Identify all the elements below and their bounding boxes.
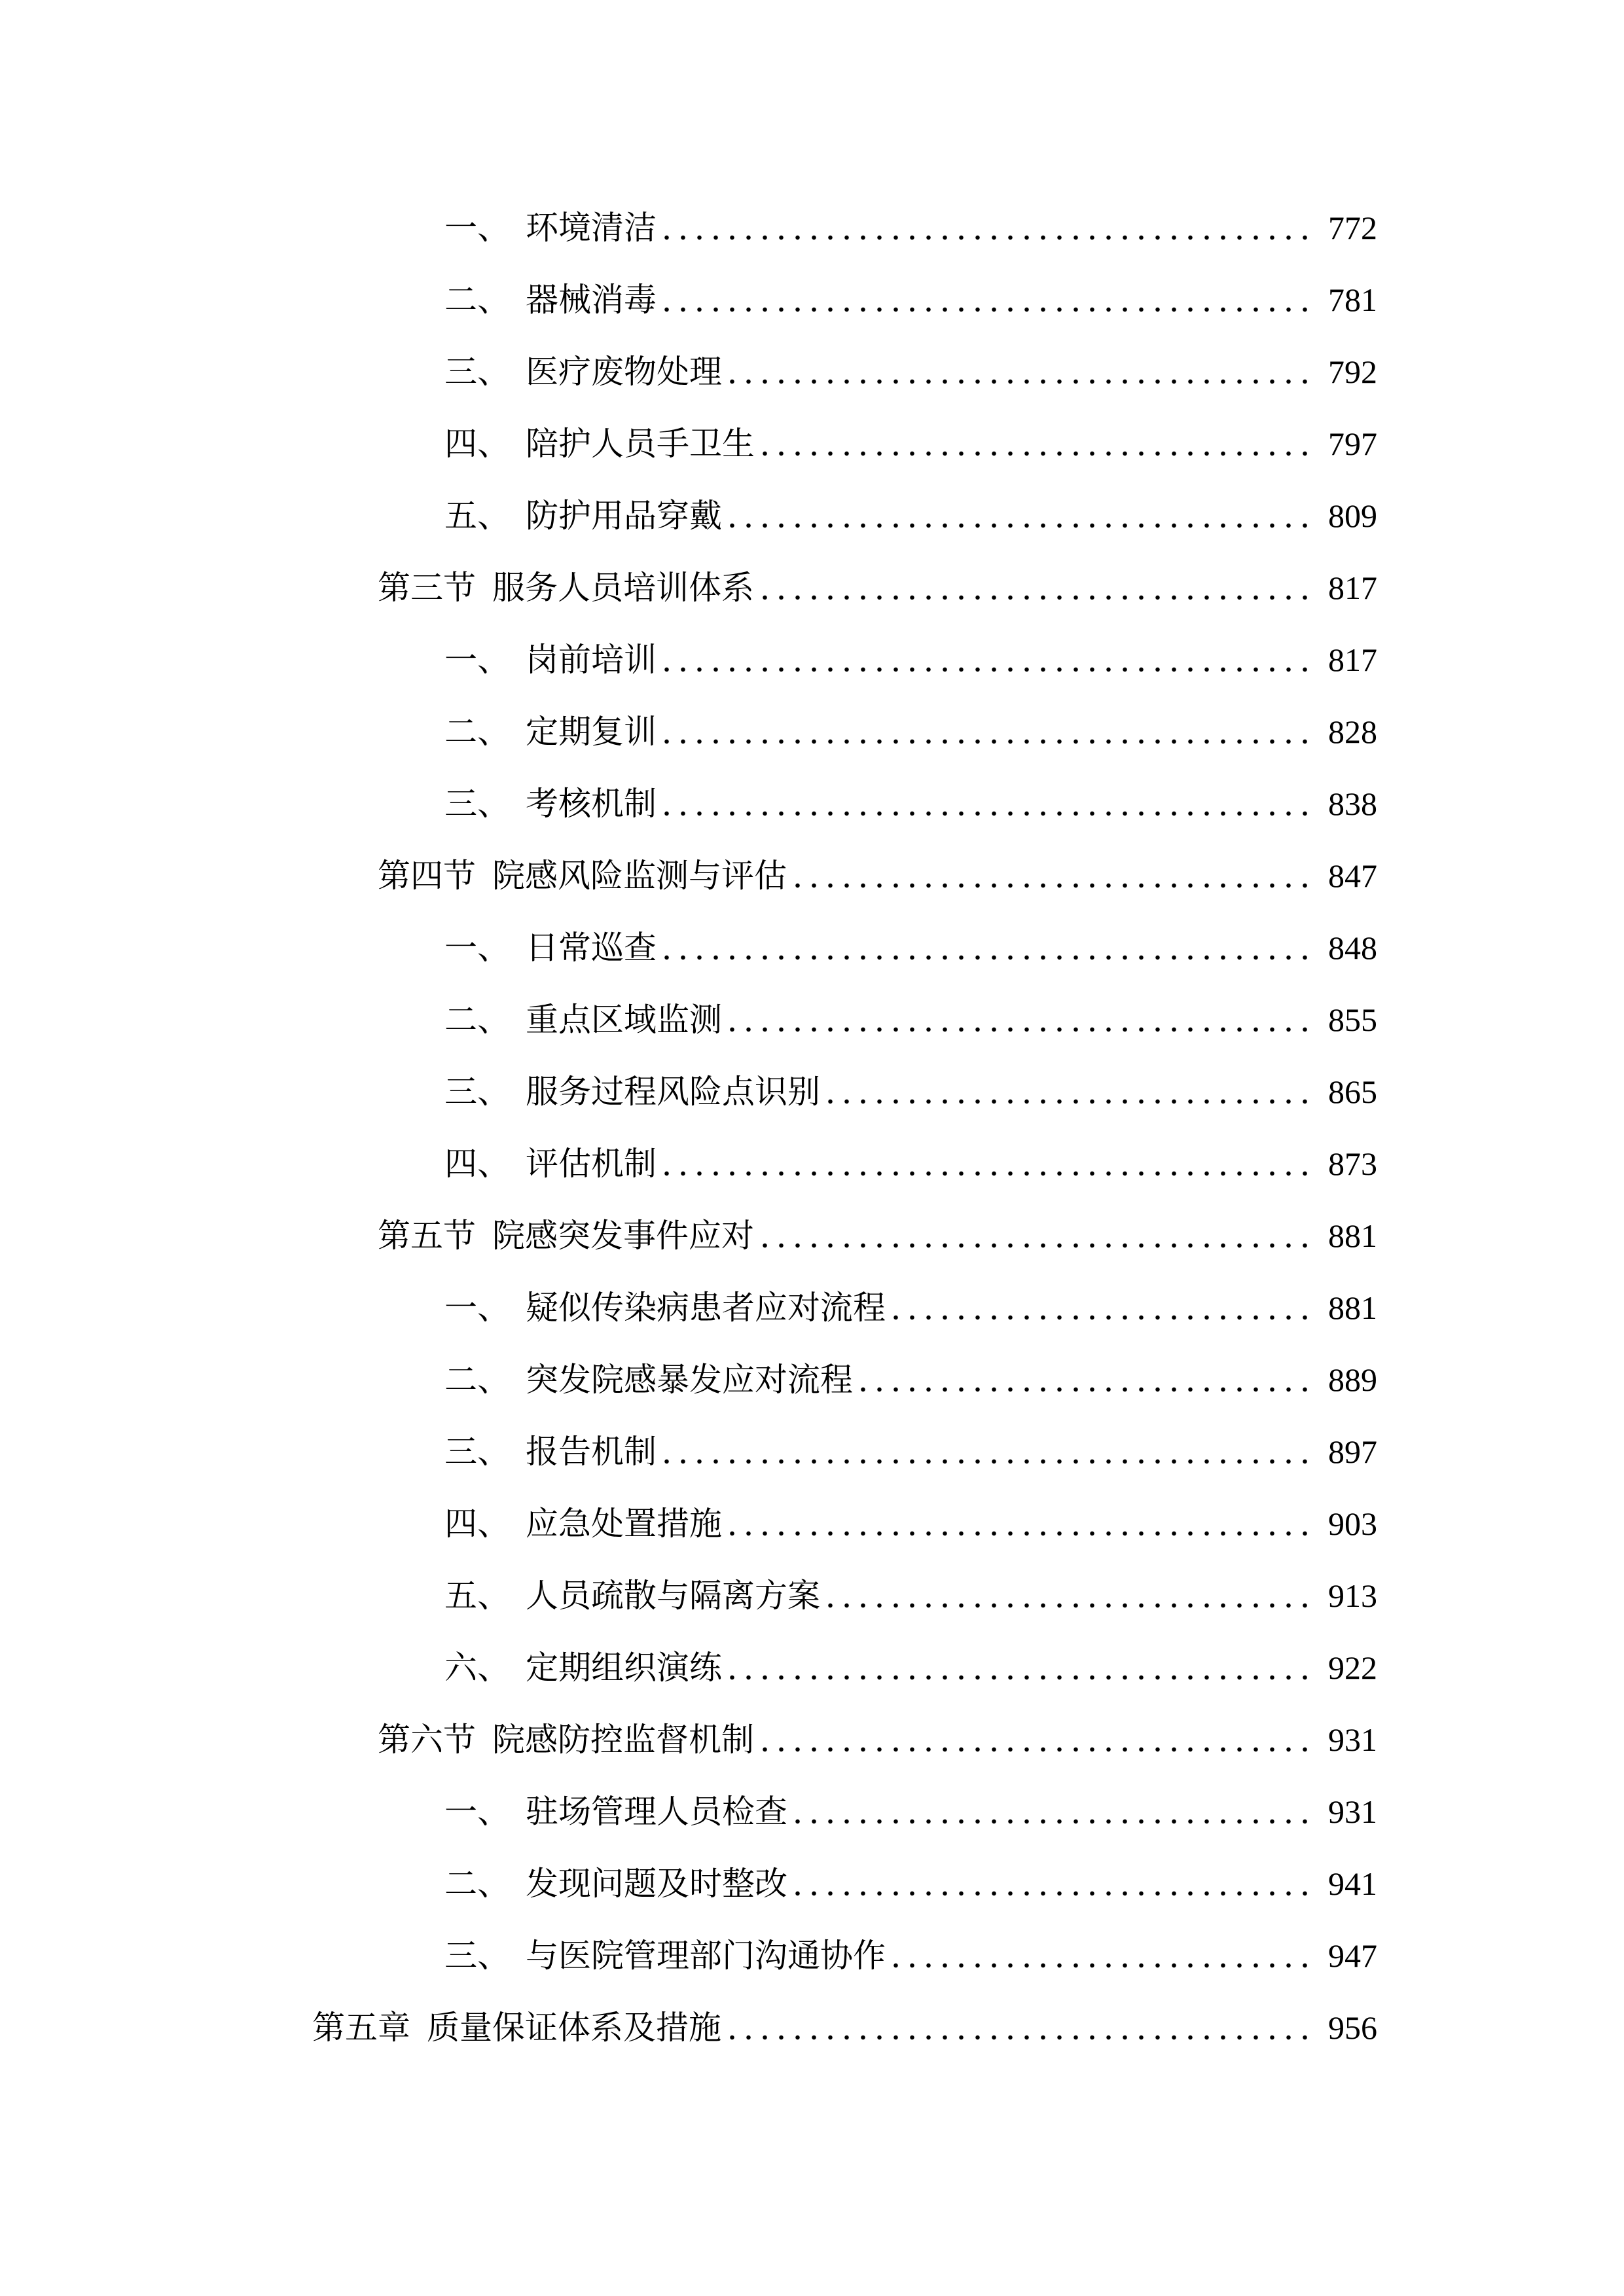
toc-entry-page: 797 <box>1328 425 1377 462</box>
toc-entry-page: 828 <box>1328 713 1377 750</box>
toc-chapter-number: 第五章 <box>312 2009 410 2046</box>
toc-entry <box>444 192 1377 264</box>
dot-leader <box>657 192 1313 264</box>
toc-entry-number: 三、 <box>444 785 510 822</box>
dot-leader <box>657 1416 1313 1488</box>
toc-entry-page: 847 <box>1328 857 1377 894</box>
toc-entry-title: 疑似传染病患者应对流程 <box>526 1289 886 1326</box>
toc-entry-title: 考核机制 <box>526 785 657 822</box>
dot-leader <box>657 768 1313 840</box>
toc-entry-title: 发现问题及时整改 <box>526 1865 787 1902</box>
toc-entry <box>444 1776 1377 1848</box>
toc-entry <box>444 912 1377 984</box>
toc-entry-title: 陪护人员手卫生 <box>526 425 755 462</box>
toc-entry-title: 服务过程风险点识别 <box>526 1073 820 1110</box>
toc-entry-page: 897 <box>1328 1433 1377 1470</box>
dot-leader <box>820 1056 1313 1128</box>
toc-entry-number: 一、 <box>444 1289 510 1326</box>
toc-entry-page: 889 <box>1328 1361 1377 1398</box>
dot-leader <box>657 696 1313 768</box>
toc-entry <box>444 1416 1377 1488</box>
dot-leader <box>721 1992 1313 2064</box>
toc-entry-number: 二、 <box>444 1001 510 1038</box>
dot-leader <box>722 480 1313 552</box>
toc-entry-number: 五、 <box>444 497 510 534</box>
toc-entry <box>444 984 1377 1056</box>
toc-entry-title: 日常巡查 <box>526 929 657 966</box>
toc-entry-number: 四、 <box>444 1145 510 1182</box>
toc-entry-title: 评估机制 <box>526 1145 657 1182</box>
toc-entry-page: 931 <box>1328 1793 1377 1830</box>
toc-entry-page: 817 <box>1328 641 1377 678</box>
toc-entry-number: 三、 <box>444 1073 510 1110</box>
toc-section-entry <box>378 840 1377 912</box>
toc-section-title: 院感防控监督机制 <box>492 1721 754 1758</box>
dot-leader <box>754 552 1313 624</box>
toc-entry-title: 应急处置措施 <box>526 1505 722 1542</box>
toc-entry-number: 四、 <box>444 425 510 462</box>
toc-entry <box>444 696 1377 768</box>
toc-entry-title: 定期组织演练 <box>526 1649 722 1686</box>
toc-entry-number: 一、 <box>444 929 510 966</box>
dot-leader <box>754 1704 1313 1776</box>
toc-entry <box>444 1920 1377 1992</box>
toc-section-number: 第五节 <box>378 1217 476 1254</box>
dot-leader <box>657 912 1313 984</box>
dot-leader <box>722 1488 1313 1560</box>
dot-leader <box>657 624 1313 696</box>
toc-entry-page: 855 <box>1328 1001 1377 1038</box>
toc-section-title: 院感突发事件应对 <box>492 1217 754 1254</box>
dot-leader <box>755 408 1313 480</box>
dot-leader <box>820 1560 1313 1632</box>
toc-entry-number: 三、 <box>444 1433 510 1470</box>
toc-section-title: 服务人员培训体系 <box>492 569 754 606</box>
dot-leader <box>787 840 1313 912</box>
toc-entry-title: 突发院感暴发应对流程 <box>526 1361 853 1398</box>
toc-entry-number: 四、 <box>444 1505 510 1542</box>
toc-entry <box>444 264 1377 336</box>
toc-entry <box>444 768 1377 840</box>
toc-entry-title: 报告机制 <box>526 1433 657 1470</box>
toc-entry-page: 809 <box>1328 497 1377 534</box>
toc-entry-page: 848 <box>1328 929 1377 966</box>
toc-entry-number: 二、 <box>444 1865 510 1902</box>
toc-entry-page: 792 <box>1328 353 1377 390</box>
toc-entry-number: 三、 <box>444 353 510 390</box>
dot-leader <box>657 1128 1313 1200</box>
dot-leader <box>754 1200 1313 1272</box>
toc-entry-title: 防护用品穿戴 <box>526 497 722 534</box>
toc-entry-title: 与医院管理部门沟通协作 <box>526 1937 886 1974</box>
toc-entry-title: 器械消毒 <box>526 281 657 318</box>
dot-leader <box>853 1344 1313 1416</box>
toc-entry-page: 947 <box>1328 1937 1377 1974</box>
toc-entry-number: 六、 <box>444 1649 510 1686</box>
toc-entry-page: 838 <box>1328 785 1377 822</box>
dot-leader <box>787 1776 1313 1848</box>
toc-entry <box>444 1560 1377 1632</box>
toc-entry-page: 931 <box>1328 1721 1377 1758</box>
toc-entry-title: 医疗废物处理 <box>526 353 722 390</box>
toc-entry-page: 922 <box>1328 1649 1377 1686</box>
toc-entry-page: 913 <box>1328 1577 1377 1614</box>
toc-entry-number: 一、 <box>444 641 510 678</box>
toc-entry <box>444 1848 1377 1920</box>
toc-entry-page: 781 <box>1328 281 1377 318</box>
toc-entry <box>444 1272 1377 1344</box>
dot-leader <box>722 336 1313 408</box>
toc-entry-number: 二、 <box>444 281 510 318</box>
dot-leader <box>722 984 1313 1056</box>
toc-section-entry <box>378 1200 1377 1272</box>
toc-section-title: 院感风险监测与评估 <box>492 857 787 894</box>
toc-entry-title: 驻场管理人员检查 <box>526 1793 787 1830</box>
toc-section-entry <box>378 1704 1377 1776</box>
toc-entry <box>444 1488 1377 1560</box>
toc-entry <box>444 336 1377 408</box>
toc-entry-page: 903 <box>1328 1505 1377 1542</box>
toc-entry-number: 一、 <box>444 209 510 246</box>
toc-entry <box>444 1632 1377 1704</box>
dot-leader <box>657 264 1313 336</box>
dot-leader <box>886 1272 1313 1344</box>
dot-leader <box>787 1848 1313 1920</box>
toc-entry-page: 941 <box>1328 1865 1377 1902</box>
toc-entry-page: 817 <box>1328 569 1377 606</box>
toc-entry <box>444 480 1377 552</box>
toc-entry-page: 881 <box>1328 1217 1377 1254</box>
toc-entry-page: 956 <box>1328 2009 1377 2046</box>
toc-chapter-title: 质量保证体系及措施 <box>427 2009 721 2046</box>
toc-entry-title: 环境清洁 <box>526 209 657 246</box>
toc-entry-title: 定期复训 <box>526 713 657 750</box>
toc-section-entry <box>378 552 1377 624</box>
dot-leader <box>722 1632 1313 1704</box>
toc-entry <box>444 1056 1377 1128</box>
toc-entry-number: 一、 <box>444 1793 510 1830</box>
toc-entry <box>444 408 1377 480</box>
toc-entry-number: 二、 <box>444 713 510 750</box>
toc-entry-number: 五、 <box>444 1577 510 1614</box>
toc-entry-page: 772 <box>1328 209 1377 246</box>
toc-entry <box>444 1128 1377 1200</box>
toc-entry-number: 三、 <box>444 1937 510 1974</box>
dot-leader <box>886 1920 1313 1992</box>
toc-section-number: 第四节 <box>378 857 476 894</box>
toc-entry-title: 岗前培训 <box>526 641 657 678</box>
toc-entry-title: 人员疏散与隔离方案 <box>526 1577 820 1614</box>
toc-section-number: 第三节 <box>378 569 476 606</box>
toc-chapter-entry <box>312 1992 1377 2064</box>
toc-entry-number: 二、 <box>444 1361 510 1398</box>
toc-entry-title: 重点区域监测 <box>526 1001 722 1038</box>
toc-entry-page: 865 <box>1328 1073 1377 1110</box>
toc-entry <box>444 1344 1377 1416</box>
toc-entry-page: 881 <box>1328 1289 1377 1326</box>
toc-entry <box>444 624 1377 696</box>
toc-section-number: 第六节 <box>378 1721 476 1758</box>
toc-entry-page: 873 <box>1328 1145 1377 1182</box>
